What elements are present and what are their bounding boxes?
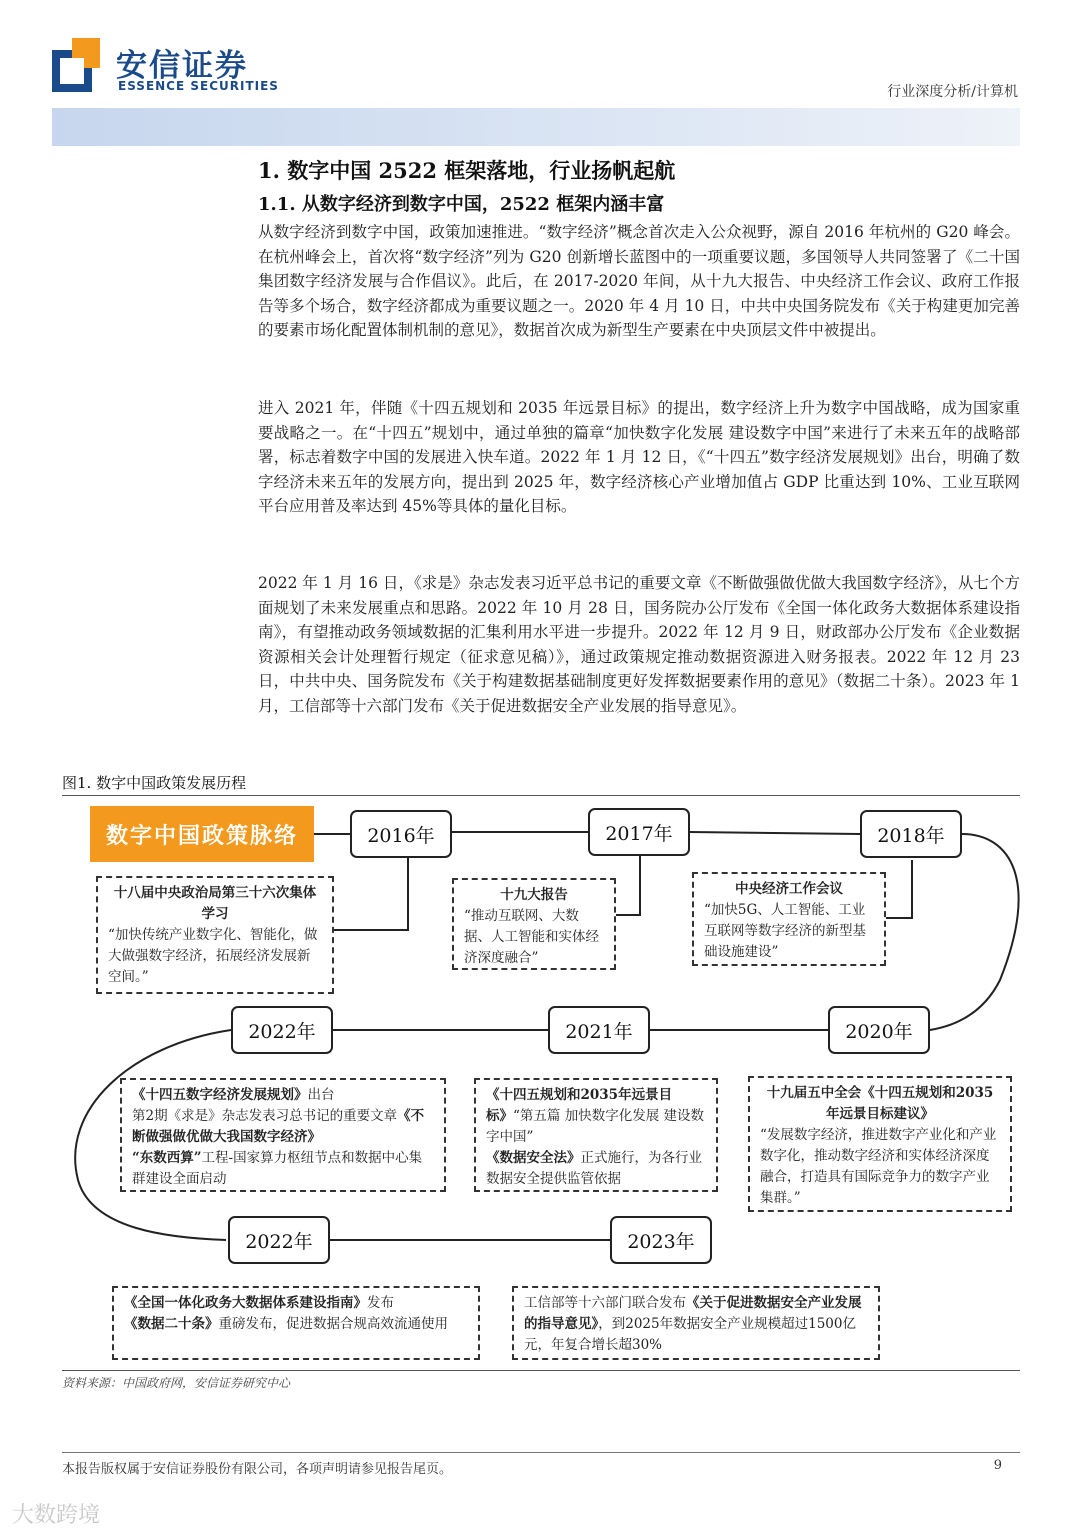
note-2022a-l2b: 《不断做强做优做大我国数字经济》 [132,1108,425,1145]
note-2017 [452,878,616,970]
note-2020-body: “发展数字经济，推进数字产业化和产业数字化，推动数字经济和实体经济深度融合，打造具有国际竞争力的数字产业集群。” [760,1127,997,1206]
note-2021-l2a: 《数据安全法》 [486,1150,581,1166]
note-2022b-l2b: 重磅发布，促进数据合规高效流通使用 [218,1316,448,1332]
year-box-2020: 2020年 [828,1006,930,1054]
subsection-heading: 1.1. 从数字经济到数字中国，2522 框架内涵丰富 [258,194,665,215]
body-paragraph-2: 进入 2021 年，伴随《十四五规划和 2035 年远景目标》的提出，数字经济上升为数字中国战略，成为国家重要战略之一。在“十四五”规划中，通过单独的篇章“加快数字化发展 建设数字中国”来进行了未来五年的战略部署，标志着数字中国的发展进入快车道。2022 年 1 月 12 日，《“十四五”数字经济发展规划》出台，明确了数字经济未来五年的发展方向，提出到 2025 年，数字经济核心产业增加值占 GDP 比重达到 10%、工业互联网平台应用普及率达到 45%等具体的量化目标。 [258,399,1020,516]
body-paragraph-1: 从数字经济到数字中国，政策加速推进。“数字经济”概念首次走入公众视野，源自 2016 年杭州的 G20 峰会。在杭州峰会上，首次将“数字经济”列为 G20 创新增长蓝图中的一项重要议题，多国领导人共同签署了《二十国集团数字经济发展与合作倡议》。此后，在 2017-2020 年间，从十九大报告、中央经济工作会议、政府工作报告等多个场合，数字经济都成为重要议题之一。2020 年 4 月 10 日，中共中央国务院发布《关于构建更加完善的要素市场化配置体制机制的意见》，数据首次成为新型生产要素在中央顶层文件中被提出。 [258,223,1020,340]
note-2022b-l1a: 《全国一体化政务大数据体系建设指南》 [124,1295,367,1311]
figure-source: 资料来源：中国政府网，安信证券研究中心 [62,1376,291,1390]
year-box-2021: 2021年 [548,1006,650,1054]
note-2022a-l3b: 工程-国家算力枢纽节点和数据中心集群建设全面启动 [132,1150,423,1187]
section-heading: 1. 数字中国 2522 框架落地，行业扬帆起航 [258,158,676,183]
year-box-2022-a: 2022年 [231,1006,333,1054]
note-2016-title: 十八届中央政治局第三十六次集体学习 [113,885,317,922]
note-2023-l1a: 工信部等十六部门联合发布 [524,1295,686,1311]
note-2023-l1c: ，到2025年数据安全产业规模超过1500亿元，年复合增长超30% [524,1316,856,1353]
footer-disclaimer: 本报告版权属于安信证券股份有限公司，各项声明请参见报告尾页。 [62,1462,453,1477]
figure-bottom-rule [62,1370,1020,1371]
body-paragraph-3: 2022 年 1 月 16 日，《求是》杂志发表习近平总书记的重要文章《不断做强做优做大我国数字经济》，从七个方面规划了未来发展重点和思路。2022 年 10 月 28 日，国务院办公厅发布《全国一体化政务大数据体系建设指南》，有望推动政务领域数据的汇集利用水平进一步提升。2022 年 12 月 9 日，财政部办公厅发布《企业数据资源相关会计处理暂行规定（征求意见稿）》，通过政策规定推动数据资源进入财务报表。2022 年 12 月 23 日，中共中央、国务院发布《关于构建数据基础制度更好发挥数据要素作用的意见》（数据二十条）。2023 年 1 月，工信部等十六部门发布《关于促进数据安全产业发展的指导意见》。 [258,574,1020,715]
timeline-title-block: 数字中国政策脉络 [90,806,314,862]
year-box-2016: 2016年 [350,810,452,858]
note-2021 [474,1078,718,1192]
figure-title: 图1. 数字中国政策发展历程 [62,774,247,792]
note-2020 [748,1076,1012,1212]
note-2022b-l2a: 《数据二十条》 [124,1316,219,1332]
note-2022b-l1b: 发布 [367,1295,394,1311]
year-box-2023: 2023年 [610,1216,712,1264]
note-2021-l2b: 正式施行，为各行业数据安全提供监管依据 [486,1150,702,1187]
note-2017-body: “推动互联网、大数据、人工智能和实体经济深度融合” [464,908,599,966]
note-2018 [692,872,886,966]
note-2020-title: 十九届五中全会《十四五规划和2035年远景目标建议》 [766,1085,994,1122]
brand-name-cn: 安信证券 [116,48,248,84]
report-type-label: 行业深度分析/计算机 [887,84,1018,100]
note-2016 [96,876,334,994]
note-2017-title: 十九大报告 [500,887,568,903]
brand-name-en: ESSENCE SECURITIES [118,79,279,93]
note-2022a-l1b: 出台 [307,1087,335,1103]
note-2021-l1b: “第五篇 加快数字化发展 建设数字中国” [486,1108,704,1145]
note-2022-a [120,1078,446,1192]
note-2016-body: “加快传统产业数字化、智能化，做大做强数字经济，拓展经济发展新空间。” [108,927,318,985]
note-2018-body: “加快5G、人工智能、工业互联网等数字经济的新型基础设施建设” [704,902,866,960]
year-box-2018: 2018年 [860,810,962,858]
year-box-2017: 2017年 [588,808,690,856]
note-2021-l1a: 《十四五规划和2035年远景目标》 [486,1087,673,1124]
note-2022a-l1a: 《十四五数字经济发展规划》 [132,1087,308,1103]
watermark: 大数跨境 [12,1503,101,1528]
note-2022a-l2a: 第2期《求是》杂志发表习总书记的重要文章 [132,1108,398,1124]
year-box-2022-b: 2022年 [228,1216,330,1264]
page-number: 9 [993,1458,1002,1473]
note-2022a-l3a: “东数西算” [132,1150,202,1166]
note-2023-l1b: 《关于促进数据安全产业发展的指导意见》 [524,1295,862,1332]
note-2018-title: 中央经济工作会议 [735,881,843,897]
note-2022-b [112,1286,480,1360]
note-2023 [512,1286,880,1360]
footer-rule [62,1452,1020,1453]
